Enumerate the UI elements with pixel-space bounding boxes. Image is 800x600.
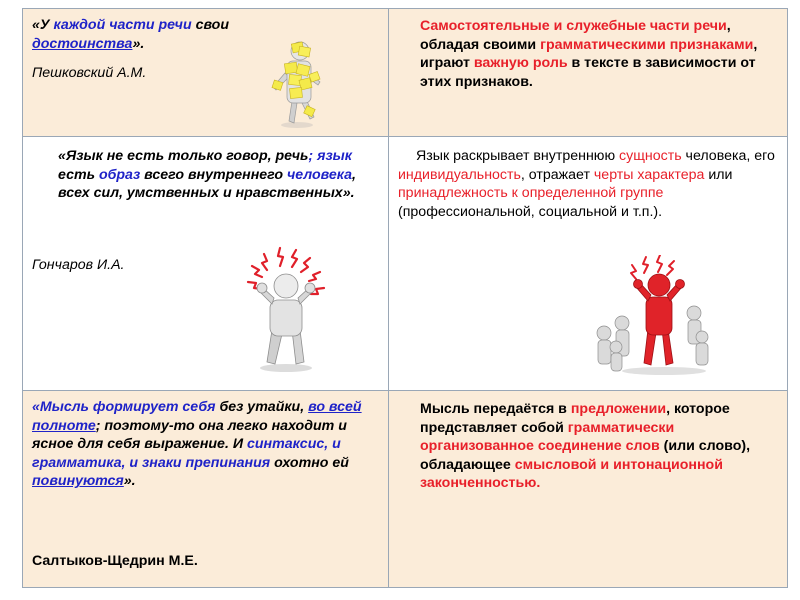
description-text — [420, 17, 780, 91]
text-segment: , всех сил, умственных и нравственных». — [58, 166, 356, 202]
figure-stressed-icon — [234, 244, 338, 374]
figure-sticky-notes-icon — [261, 37, 331, 129]
text-segment: принадлежность к определенной группе — [398, 185, 664, 202]
figure-angry-crowd-icon — [594, 255, 719, 377]
quote-cell — [23, 391, 389, 588]
text-segment: «У — [32, 17, 54, 33]
text-segment: сущность — [619, 148, 682, 164]
text-segment: охотно ей — [270, 454, 349, 471]
text-segment: свои — [191, 17, 230, 33]
text-segment: индивидуальность — [398, 166, 521, 183]
text-segment: (или слово), обладающее — [420, 438, 751, 473]
text-segment: «Мысль формирует себя — [32, 399, 216, 415]
text-segment: , обладая своими — [420, 18, 731, 53]
table-row — [23, 391, 788, 588]
text-segment: , отражает — [520, 166, 594, 183]
text-segment: повинуются — [32, 473, 124, 490]
text-segment: , которое представляет собой — [420, 401, 730, 436]
quote-text — [32, 398, 377, 491]
text-segment: ; язык — [308, 148, 352, 164]
text-segment: во всей полноте — [32, 399, 362, 434]
quote-cell — [23, 137, 389, 391]
quote-author: Гончаров И.А. — [32, 257, 125, 273]
text-segment: Самостоятельные и служебные части речи — [420, 18, 727, 34]
quote-cell — [23, 9, 389, 137]
comparison-table — [22, 8, 788, 588]
description-cell — [389, 391, 788, 588]
text-segment: смысловой и интонационной законченностью. — [420, 456, 723, 492]
text-segment: или — [704, 166, 733, 183]
quote-author: Салтыков-Щедрин М.Е. — [32, 553, 198, 569]
text-segment: образ — [98, 166, 141, 183]
quote-author: Пешковский А.М. — [32, 65, 147, 81]
text-segment: есть — [58, 166, 99, 183]
description-cell — [389, 137, 788, 391]
text-segment: важную роль — [473, 55, 568, 72]
description-text — [420, 400, 785, 493]
table-row — [23, 137, 788, 391]
text-segment: человека — [287, 166, 353, 183]
text-segment: Язык раскрывает внутреннюю — [416, 148, 620, 164]
quote-text — [58, 147, 358, 203]
text-segment: предложении — [570, 401, 667, 417]
text-segment: в тексте в зависимости от этих признаков. — [420, 55, 756, 90]
text-segment: «Язык не есть только говор, речь — [58, 148, 309, 164]
description-cell — [389, 9, 788, 137]
text-segment: (профессиональной, социальной и т.п.). — [398, 203, 663, 220]
text-segment: черты характера — [593, 166, 705, 183]
text-segment: ». — [132, 35, 145, 52]
text-segment: достоинства — [32, 35, 133, 52]
text-segment: синтаксис, и грамматика, и знаки препинания — [32, 436, 341, 471]
text-segment: каждой части речи — [53, 17, 192, 33]
text-segment: грамматически организованное соединение слов — [420, 419, 675, 455]
text-segment: ; поэтому-то она легко находит и ясное для себя выражение. И — [32, 417, 347, 453]
text-segment: человека, его — [681, 148, 775, 164]
text-segment: без утайки, — [215, 399, 309, 415]
text-segment: , играют — [420, 36, 758, 72]
table-row — [23, 9, 788, 137]
text-segment: грамматическими признаками — [540, 36, 754, 53]
text-segment: всего внутреннего — [140, 166, 288, 183]
text-segment: ». — [123, 473, 136, 490]
description-text — [398, 147, 778, 221]
text-segment: Мысль передаётся в — [420, 401, 571, 417]
